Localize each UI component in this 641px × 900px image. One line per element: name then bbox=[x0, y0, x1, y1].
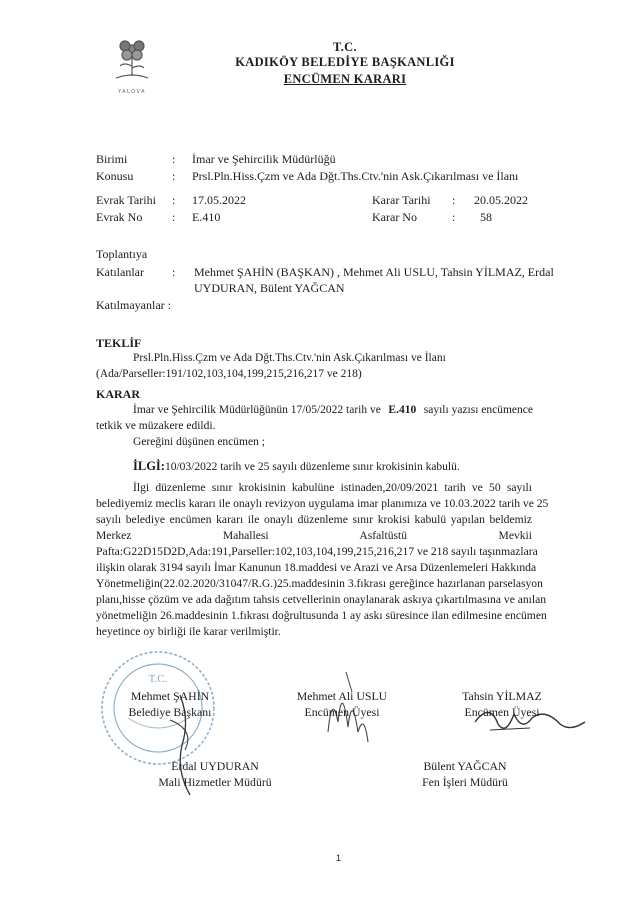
municipality-logo bbox=[108, 36, 156, 95]
body-line-7: Yönetmeliğin(22.02.2020/31047/R.G.)25.maddesinin 3.fıkrası gereğince hazırlanan parselasyon bbox=[96, 577, 543, 590]
katilanlar-line2: UYDURAN, Bülent YAĞCAN bbox=[194, 281, 345, 295]
signatory-name: Mehmet ŞAHİN bbox=[130, 689, 210, 703]
flower-emblem-icon bbox=[108, 36, 156, 84]
karar-no-value: 58 bbox=[480, 210, 492, 224]
karar-no-label: Karar No bbox=[372, 210, 417, 224]
karar-tarihi-value: 20.05.2022 bbox=[474, 193, 528, 207]
seal-text: T.C. bbox=[148, 673, 168, 685]
evrak-no-ref: E.410 bbox=[388, 404, 417, 416]
karar-p1-line2: tetkik ve müzakere edildi. bbox=[96, 420, 216, 432]
konusu-colon: : bbox=[172, 169, 176, 183]
karar-p1-text-a: İmar ve Şehircilik Müdürlüğünün 17/05/2022 tarih ve bbox=[133, 404, 381, 416]
karar-tarihi-colon: : bbox=[452, 193, 456, 207]
katilanlar-colon: : bbox=[172, 265, 176, 279]
signatory-name: Bülent YAĞCAN bbox=[423, 759, 507, 773]
signatory-name: Mehmet Ali USLU bbox=[296, 689, 388, 703]
teklif-line1: Prsl.Pln.Hiss.Çzm ve Ada Dğt.Ths.Ctv.'nin Ask.Çıkarılması ve İlanı bbox=[133, 352, 446, 364]
body-line-10: heyetince oy birliği ile karar verilmiştir. bbox=[96, 625, 281, 638]
body-line-6: ilişkin olarak 3194 sayılı İmar Kanunun 18.maddesi ve Arazi ve Arsa Düzenlemeleri Hakkında bbox=[96, 561, 537, 574]
signatory-title: Encümen Üyesi bbox=[304, 705, 380, 719]
birimi-value: İmar ve Şehircilik Müdürlüğü bbox=[192, 152, 336, 166]
signatory-title: Belediye Başkanı bbox=[128, 705, 212, 719]
body-line-2: belediyemiz meclis kararı ile onaylı revizyon uygulama imar planımıza ve 10.03.2022 tarih ve 25 bbox=[96, 497, 549, 510]
body-line-9: yönetmeliğin 26.maddesinin 1.fıkrası doğrultusunda 1 ay askı süresince ilan edilmesine encümen bbox=[96, 609, 547, 622]
birimi-label: Birimi bbox=[96, 152, 128, 166]
header-document-type: ENCÜMEN KARARI bbox=[283, 72, 407, 86]
page-number: 1 bbox=[336, 853, 342, 863]
karar-tarihi-label: Karar Tarihi bbox=[372, 193, 431, 207]
header-municipality: KADIKÖY BELEDİYE BAŞKANLIĞI bbox=[235, 55, 455, 69]
body-line-4 bbox=[96, 528, 532, 544]
body-line-5: Pafta:G22D15D2D,Ada:191,Parseller:102,103,104,199,215,216,217 ve 218 sayılı taşınmazlara bbox=[96, 545, 538, 558]
karar-no-colon: : bbox=[452, 210, 456, 224]
konusu-value: Prsl.Pln.Hiss.Çzm ve Ada Dğt.Ths.Ctv.'nin Ask.Çıkarılması ve İlanı bbox=[192, 169, 519, 183]
signatory-title: Fen İşleri Müdürü bbox=[422, 775, 508, 789]
toplanti-label: Toplantıya bbox=[96, 247, 148, 261]
ilgi-label: İLGİ: bbox=[133, 459, 165, 473]
body-line-1: İlgi düzenleme sınır krokisinin kabulüne istinaden,20/09/2021 tarih ve 50 sayılı bbox=[133, 481, 532, 494]
katilmayanlar-label: Katılmayanlar : bbox=[96, 298, 171, 312]
signature-block-yagcan bbox=[400, 758, 530, 790]
birimi-colon: : bbox=[172, 152, 176, 166]
body-line-3: sayılı belediye encümen kararı ile onaylı düzenleme sınır krokisi kabulü yapılan beldemiz bbox=[96, 513, 532, 526]
karar-p2: Gereğini düşünen encümen ; bbox=[133, 436, 265, 448]
teklif-line2: (Ada/Parseller:191/102,103,104,199,215,216,217 ve 218) bbox=[96, 368, 362, 380]
evrak-tarihi-label: Evrak Tarihi bbox=[96, 193, 156, 207]
evrak-tarihi-value: 17.05.2022 bbox=[192, 193, 246, 207]
signatory-name: Tahsin YİLMAZ bbox=[462, 689, 542, 703]
katilanlar-label: Katılanlar bbox=[96, 265, 144, 279]
karar-p1-line1 bbox=[133, 404, 533, 416]
evrak-tarihi-colon: : bbox=[172, 193, 176, 207]
signatory-title: Mali Hizmetler Müdürü bbox=[158, 775, 272, 789]
signature-block-yilmaz bbox=[442, 688, 562, 720]
signature-block-uyduran bbox=[140, 758, 290, 790]
katilanlar-line1: Mehmet ŞAHİN (BAŞKAN) , Mehmet Ali USLU, Tahsin YİLMAZ, Erdal bbox=[194, 265, 554, 279]
header-tc: T.C. bbox=[333, 40, 357, 54]
signatory-title: Encümen Üyesi bbox=[464, 705, 540, 719]
body-line-4-text: Merkez Mahallesi Asfaltüstü Mevkii bbox=[96, 529, 532, 542]
ilgi-line bbox=[133, 459, 460, 474]
evrak-no-colon: : bbox=[172, 210, 176, 224]
karar-p1-text-c: sayılı yazısı encümence bbox=[423, 404, 533, 416]
konusu-label: Konusu bbox=[96, 169, 134, 183]
evrak-no-label: Evrak No bbox=[96, 210, 143, 224]
logo-caption: YALOVA bbox=[117, 89, 147, 95]
body-line-8: planı,hisse çözüm ve ada dağıtım tahsis cetvellerinin onaylanarak askıya çıkartılmasına ve anılan bbox=[96, 593, 547, 606]
signature-block-uslu bbox=[282, 688, 402, 720]
evrak-no-value: E.410 bbox=[192, 210, 221, 224]
signatory-name: Erdal UYDURAN bbox=[171, 759, 259, 773]
teklif-heading: TEKLİF bbox=[96, 336, 142, 350]
signature-block-baskan bbox=[110, 688, 230, 720]
karar-heading: KARAR bbox=[96, 387, 140, 401]
ilgi-text: 10/03/2022 tarih ve 25 sayılı düzenleme sınır krokisinin kabulü. bbox=[164, 461, 460, 473]
